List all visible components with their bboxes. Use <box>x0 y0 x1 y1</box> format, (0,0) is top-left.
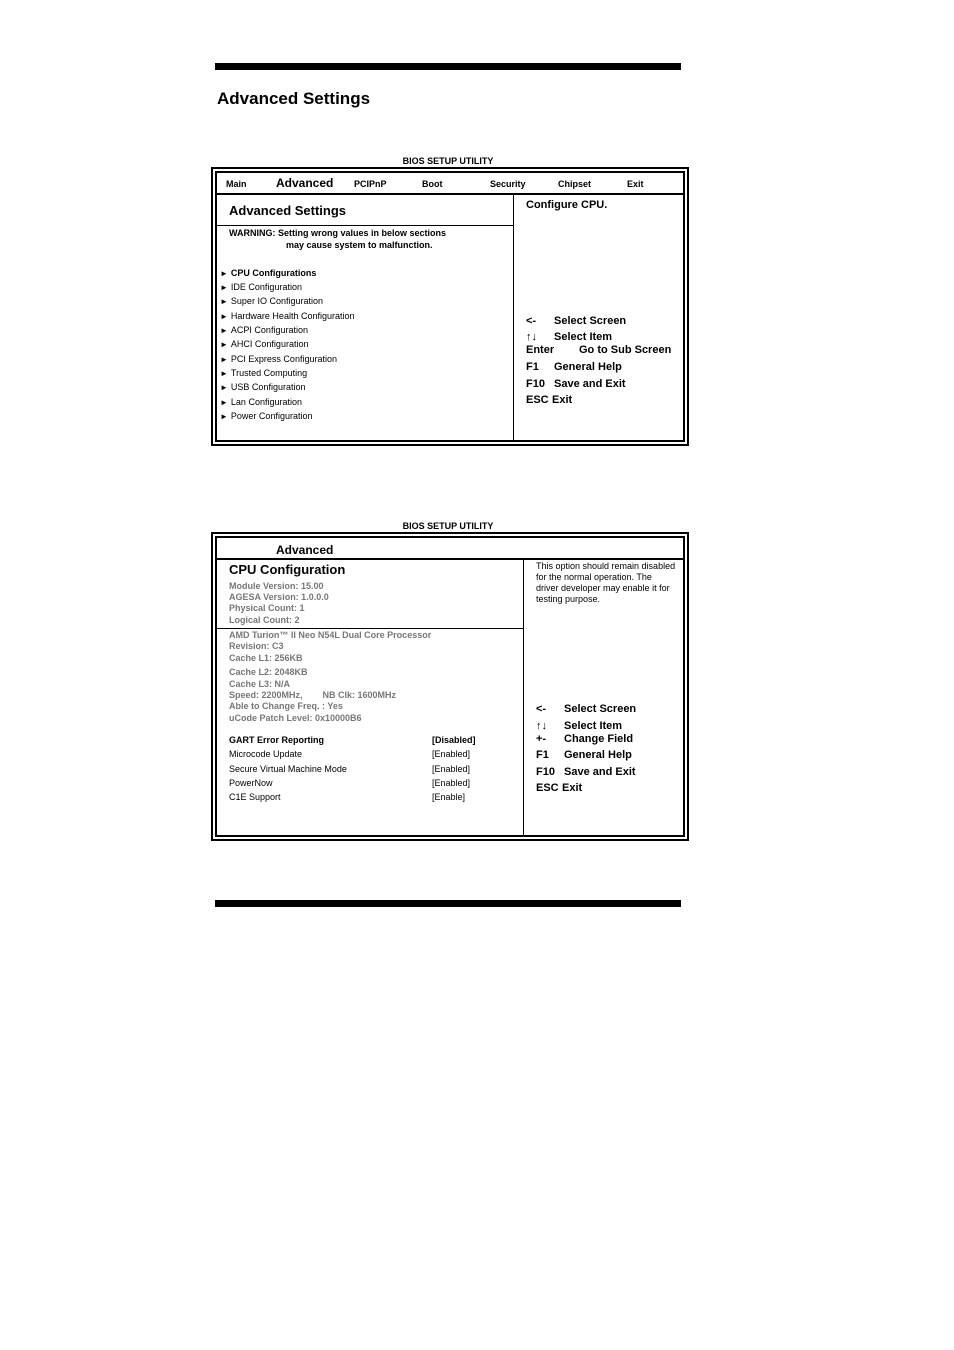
bios-utility-title: BIOS SETUP UTILITY <box>402 156 494 166</box>
info-cache-l1: Cache L1: 256KB <box>229 653 303 663</box>
menu-item-acpi-configuration[interactable]: ► ACPI Configuration <box>220 325 308 335</box>
value-gart-error-reporting[interactable]: [Disabled] <box>432 735 476 745</box>
submenu-arrow-icon: ► <box>220 312 228 321</box>
key-hint-f1: F1 General Help <box>526 361 622 373</box>
menu-pcipnp[interactable]: PCIPnP <box>354 179 387 189</box>
info-revision: Revision: C3 <box>229 641 284 651</box>
settings-pane <box>217 560 524 835</box>
menu-advanced[interactable]: Advanced <box>276 543 334 557</box>
value-microcode-update[interactable]: [Enabled] <box>432 749 471 759</box>
submenu-arrow-icon: ► <box>220 369 228 378</box>
key-hint-select-screen: <- Select Screen <box>536 703 637 715</box>
option-microcode-update[interactable]: Microcode Update <box>229 749 303 759</box>
info-speed: Speed: 2200MHz, NB Clk: 1600MHz <box>229 690 397 700</box>
submenu-arrow-icon: ► <box>220 326 228 335</box>
info-processor-name: AMD Turion™ II Neo N54L Dual Core Processor <box>229 630 432 640</box>
info-physical-count: Physical Count: 1 <box>229 603 305 613</box>
key-hint-select-screen: <- Select Screen <box>526 315 627 327</box>
bottom-rule <box>215 900 681 907</box>
bios-utility-title: BIOS SETUP UTILITY <box>402 521 494 531</box>
info-module-version: Module Version: 15.00 <box>229 581 324 591</box>
submenu-arrow-icon: ► <box>220 412 228 421</box>
key-hint-select-item: ↑↓ Select Item <box>526 331 613 343</box>
help-pane <box>522 195 683 440</box>
warning-text: WARNING: Setting wrong values in below sections may cause system to malfunction. <box>229 228 447 250</box>
section-heading: Advanced Settings <box>229 203 347 218</box>
value-secure-virtual-machine-mode[interactable]: [Enabled] <box>432 764 471 774</box>
option-gart-error-reporting[interactable]: GART Error Reporting <box>229 735 325 745</box>
submenu-arrow-icon: ► <box>220 340 228 349</box>
submenu-arrow-icon: ► <box>220 383 228 392</box>
menu-item-ide-configuration[interactable]: ► IDE Configuration <box>220 282 302 292</box>
key-hint-f10: F10 Save and Exit <box>536 766 636 778</box>
menu-item-trusted-computing[interactable]: ► Trusted Computing <box>220 368 308 378</box>
menu-item-lan-configuration[interactable]: ► Lan Configuration <box>220 397 302 407</box>
section-heading: CPU Configuration <box>229 562 346 577</box>
submenu-arrow-icon: ► <box>220 297 228 306</box>
bios-screen-cpu-configuration <box>211 532 689 841</box>
menu-item-power-configuration[interactable]: ► Power Configuration <box>220 411 313 421</box>
key-hint-esc: ESC Exit <box>526 394 573 406</box>
option-powernow[interactable]: PowerNow <box>229 778 273 788</box>
menu-advanced[interactable]: Advanced <box>276 176 334 190</box>
submenu-arrow-icon: ► <box>220 398 228 407</box>
help-title: Configure CPU. <box>526 199 608 211</box>
settings-pane <box>217 195 514 440</box>
divider <box>217 628 523 629</box>
value-c1e-support[interactable]: [Enable] <box>432 792 466 802</box>
key-hint-f1: F1 General Help <box>536 749 632 761</box>
info-agesa-version: AGESA Version: 1.0.0.0 <box>229 592 329 602</box>
help-pane <box>532 560 683 835</box>
key-hint-esc: ESC Exit <box>536 782 583 794</box>
bios-menu-bar <box>217 173 683 195</box>
option-c1e-support[interactable]: C1E Support <box>229 792 281 802</box>
menu-security[interactable]: Security <box>490 179 526 189</box>
info-able-to-change-freq: Able to Change Freq. : Yes <box>229 701 343 711</box>
divider <box>217 225 513 226</box>
page-title: Advanced Settings <box>217 89 371 108</box>
option-secure-virtual-machine-mode[interactable]: Secure Virtual Machine Mode <box>229 764 347 774</box>
top-rule <box>215 63 681 70</box>
bios-menu-bar <box>217 538 683 560</box>
key-hint-enter: Enter Go to Sub Screen <box>526 344 672 356</box>
menu-item-usb-configuration[interactable]: ► USB Configuration <box>220 382 306 392</box>
menu-item-hardware-health-configuration[interactable]: ► Hardware Health Configuration <box>220 311 355 321</box>
menu-chipset[interactable]: Chipset <box>558 179 592 189</box>
submenu-arrow-icon: ► <box>220 283 228 292</box>
submenu-arrow-icon: ► <box>220 355 228 364</box>
menu-item-ahci-configuration[interactable]: ► AHCI Configuration <box>220 339 309 349</box>
value-powernow[interactable]: [Enabled] <box>432 778 471 788</box>
bios-screen-advanced <box>211 167 689 446</box>
menu-main[interactable]: Main <box>226 179 247 189</box>
key-hint-f10: F10 Save and Exit <box>526 378 626 390</box>
info-cache-l2: Cache L2: 2048KB <box>229 667 308 677</box>
menu-item-super-io-configuration[interactable]: ► Super IO Configuration <box>220 296 323 306</box>
key-hint-change-field: +- Change Field <box>536 733 634 745</box>
menu-item-pci-express-configuration[interactable]: ► PCI Express Configuration <box>220 354 337 364</box>
info-cache-l3: Cache L3: N/A <box>229 679 291 689</box>
info-ucode-patch-level: uCode Patch Level: 0x10000B6 <box>229 713 362 723</box>
menu-boot[interactable]: Boot <box>422 179 443 189</box>
help-text: This option should remain disabled for the normal operation. The driver developer may enable it for testing purpose. <box>536 561 676 604</box>
submenu-arrow-icon: ► <box>220 269 228 278</box>
key-hint-select-item: ↑↓ Select Item <box>536 720 623 732</box>
menu-item-cpu-configurations[interactable]: ► CPU Configurations <box>220 268 317 278</box>
menu-exit[interactable]: Exit <box>627 179 644 189</box>
info-logical-count: Logical Count: 2 <box>229 615 300 625</box>
